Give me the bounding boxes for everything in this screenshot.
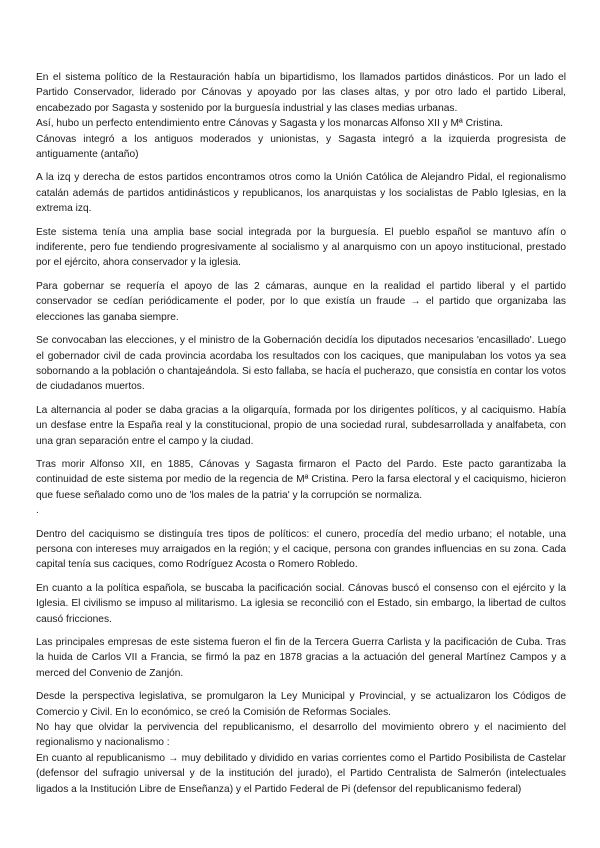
paragraph-base-social <box>36 225 566 271</box>
paragraph-alternancia <box>36 403 566 449</box>
paragraph-text: En el sistema político de la Restauración había un bipartidismo, los llamados partidos dinásticos. Por un lado el Partido Conservador, liderado por Cánovas y apoyado por las clases altas, y por otro lado el partido Liberal, encabezado por Sagasta y sostenido por la burguesía industrial y las clases medias urbanas. <box>36 72 566 114</box>
paragraph-text: En cuanto al republicanismo → muy debilitado y dividido en varias corrientes como el Partido Posibilista de Castelar (defensor del sufragio universal y de la institución del jurado), el Partido Centralista de Salmerón (intelectuales ligados a la Institución Libre de Enseñanza) y el Partido Federal de Pi (defensor del republicanismo federal) <box>36 752 566 795</box>
paragraph-text: A la izq y derecha de estos partidos encontramos otros como la Unión Católica de Alejandro Pidal, el regionalismo catalán además de partidos antidinásticos y republicanos, los anarquistas y los socialistas de Pablo Iglesias, en la extrema izq. <box>36 172 566 215</box>
paragraph-pacto-pardo <box>36 457 566 519</box>
paragraph-text: La alternancia al poder se daba gracias a la oligarquía, formada por los dirigentes políticos, y al caciquismo. Había un desfase entre la España real y la constitucional, propio de una sociedad rural, subdesarrollada y analfabeta, con una gran separación entre el campo y la ciudad. <box>36 404 566 447</box>
paragraph-text: Dentro del caciquismo se distinguía tres tipos de políticos: el cunero, procedía del medio urbano; el notable, una persona con intereses muy arraigados en la región; y el cacique, persona con grandes influencias en su zona. Cada capital tenía sus caciques, como Rodríguez Acosta o Romero Robledo. <box>36 528 566 571</box>
paragraph-text: Tras morir Alfonso XII, en 1885, Cánovas y Sagasta firmaron el Pacto del Pardo. Este pacto garantizaba la continuidad de este sistema por medio de la regencia de Mª Cristina. Pero la farsa electoral y el caciquismo, hicieron que fuese señalado como uno de 'los males de la patria' y la corrupción se normaliza. <box>36 458 566 501</box>
document-page <box>36 70 566 805</box>
paragraph-text: No hay que olvidar la pervivencia del republicanismo, el desarrollo del movimiento obrero y el nacimiento del regionalismo y nacionalismo : <box>36 722 566 749</box>
paragraph-caciquismo <box>36 527 566 573</box>
paragraph-bipartidismo <box>36 70 566 162</box>
paragraph-text: . <box>36 505 39 517</box>
paragraph-text: Este sistema tenía una amplia base social integrada por la burguesía. El pueblo español se mantuvo afín o indiferente, pero fue tendiendo progresivamente al socialismo y al anarquismo con un apoyo institucional, prestado por el ejército, ahora conservador y la iglesia. <box>36 226 566 269</box>
paragraph-otros-partidos <box>36 170 566 216</box>
paragraph-empresas <box>36 635 566 681</box>
paragraph-text: Así, hubo un perfecto entendimiento entre Cánovas y Sagasta y los monarcas Alfonso XII y Mª Cristina. <box>36 118 503 130</box>
paragraph-text: Para gobernar se requería el apoyo de las 2 cámaras, aunque en la realidad el partido liberal y el partido conservador se cedían periódicamente el poder, por lo que existía un fraude → el partido que organizaba las elecciones las ganaba siempre. <box>36 280 566 323</box>
paragraph-text: Se convocaban las elecciones, y el ministro de la Gobernación decidía los diputados necesarios 'encasillado'. Luego el gobernador civil de cada provincia acordaba los resultados con los caciques, que manipulaban los votos ya sea sobornando a la población o chantajeándola. Si esto fallaba, se hacía el pucherazo, que consistía en contar los votos de ciudadanos muertos. <box>36 335 566 393</box>
paragraph-politica-espanola <box>36 581 566 627</box>
paragraph-text: En cuanto a la política española, se buscaba la pacificación social. Cánovas buscó el consenso con el ejército y la Iglesia. El civilismo se impuso al militarismo. La iglesia se reconcilió con el Estado, sin embargo, la libertad de cultos causó fricciones. <box>36 582 566 625</box>
paragraph-text: Cánovas integró a los antiguos moderados y unionistas, y Sagasta integró a la izquierda progresista de antiguamente (antaño) <box>36 133 566 161</box>
paragraph-fraude <box>36 279 566 325</box>
paragraph-text: Las principales empresas de este sistema fueron el fin de la Tercera Guerra Carlista y la pacificación de Cuba. Tras la huida de Carlos VII a Francia, se firmó la paz en 1878 gracias a la actuación del general Martínez Campos y a merced del Convenio de Zanjón. <box>36 637 566 679</box>
paragraph-elecciones <box>36 333 566 395</box>
paragraph-text: Desde la perspectiva legislativa, se promulgaron la Ley Municipal y Provincial, y se actualizaron los Códigos de Comercio y Civil. En lo económico, se creó la Comisión de Reformas Sociales. <box>36 691 566 718</box>
paragraph-legislativa <box>36 689 566 797</box>
